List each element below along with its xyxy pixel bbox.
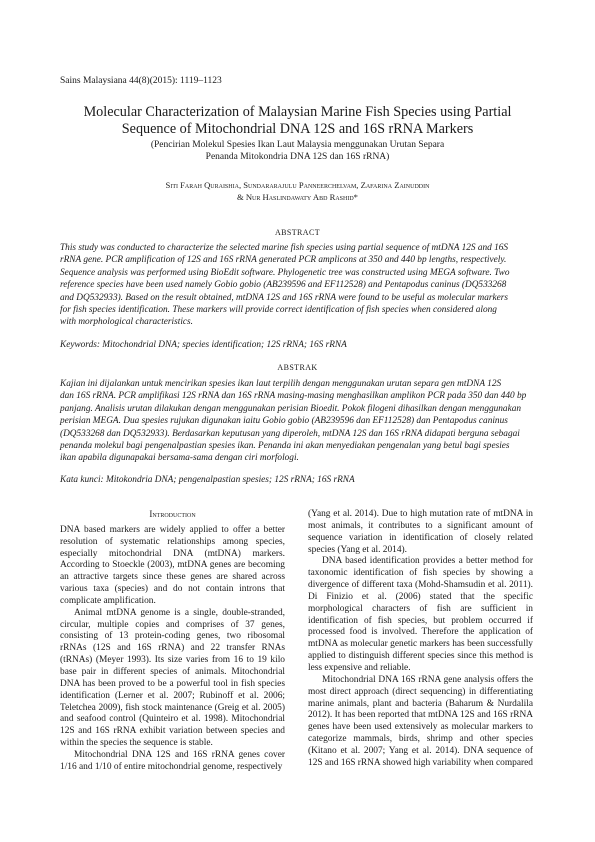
body-column-left [60, 509, 285, 774]
title-line: Molecular Characterization of Malaysian Marine Fish Species using Partial [83, 104, 512, 120]
author-line: Siti Farah Quraishia, Sundararajulu Panneerchelvam, Zafarina Zainuddin [165, 180, 430, 190]
abstract-line: Sequence analysis was performed using BioEdit software. Phylogenetic tree was constructed using MEGA software. Two [60, 267, 510, 278]
abstrak-line: ikan apabila digunapakai bersama-sama dengan ciri morfologi. [60, 453, 299, 464]
body-paragraph: Mitochondrial DNA 16S rRNA gene analysis offers the most direct approach (direct sequencing) in differentiating marine animals, plant and bacteria (Baharum & Nurdalila 2012). It has been reported that mtDNA 12S and 16S rRNA genes have been used extensively as molecular markers to categorize mammals, birds, shrimp and other species (Kitano et al. 2007; Yang et al. 2014). DNA sequence of 12S and 16S rRNA showed high variability when compared [308, 674, 533, 768]
body-column-right [308, 509, 533, 770]
abstract-line: with morphological characteristics. [60, 317, 193, 328]
abstract-line: rRNA gene. PCR amplification of 12S and 16S rRNA generated PCR amplicons at 350 and 440 bp lengths, respectively. [60, 255, 507, 266]
abstract-heading: ABSTRACT [275, 228, 320, 237]
author-list [60, 179, 535, 203]
subtitle-line: Penanda Mitokondria DNA 12S dan 16S rRNA) [205, 151, 390, 162]
paper-subtitle [60, 140, 535, 163]
author-line: & Nur Haslindawaty Abd Rashid* [237, 192, 358, 202]
abstract-line: for fish species identification. These markers will provide correct identification of fish species when considered along [60, 305, 497, 316]
abstrak-heading: ABSTRAK [277, 363, 318, 372]
body-paragraph: Mitochondrial DNA 12S and 16S rRNA genes cover 1/16 and 1/10 of entire mitochondrial genome, respectively [60, 749, 285, 772]
abstrak-line: penanda molekul bagi pengenalpastian spesies ikan. Penanda ini akan menyediakan pengenalan yang betul bagi spesies [60, 441, 510, 452]
abstract-english [60, 242, 535, 329]
body-paragraph: DNA based markers are widely applied to offer a better resolution of systematic relationships among species, especially mitochondrial DNA (mtDNA) markers. According to Stoeckle (2003), mtDNA genes are becoming an attractive targets since these genes are shared across various taxa (species) and do not contain introns that complicate amplification. [60, 524, 285, 606]
paper-title [60, 104, 535, 138]
abstrak-line: perisian MEGA. Dua spesies rujukan digunakan iaitu Gobio gobio (AB239596 dan EF112528) dan Pentapodus caninus [60, 416, 508, 427]
abstract-line: This study was conducted to characterize the selected marine fish species using partial sequence of mtDNA 12S and 16S [60, 243, 509, 253]
section-heading-introduction: Introduction [149, 509, 196, 519]
subtitle-line: (Pencirian Molekul Spesies Ikan Laut Malaysia menggunakan Urutan Separa [150, 140, 445, 150]
keywords: Keywords: Mitochondrial DNA; species identification; 12S rRNA; 16S rRNA [60, 340, 347, 350]
abstrak-line: Kajian ini dijalankan untuk mencirikan spesies ikan laut terpilih dengan menggunakan urutan separa gen mtDNA 12S [60, 379, 502, 389]
journal-citation: Sains Malaysiana 44(8)(2015): 1119–1123 [60, 76, 222, 86]
abstract-line: and DQ532933). Based on the result obtained, mtDNA 12S and 16S rRNA were found to be useful as molecular markers [60, 292, 509, 303]
kata-kunci: Kata kunci: Mitokondria DNA; pengenalpastian spesies; 12S rRNA; 16S rRNA [60, 475, 355, 485]
abstrak-line: dan 16S rRNA. PCR amplifikasi 12S rRNA dan 16S rRNA masing-masing menghasilkan amplikon PCR pada 350 dan 440 bp [60, 391, 527, 402]
abstrak-line: panjang. Analisis urutan dilakukan dengan menggunakan perisian Bioedit. Pokok filogeni dihasilkan dengan menggunakan [60, 403, 521, 414]
abstract-malay [60, 378, 535, 465]
abstract-line: reference species have been used namely Gobio gobio (AB239596 and EF112528) and Pentapodus caninus (DQ533268 [60, 280, 507, 291]
body-paragraph: DNA based identification provides a better method for taxonomic identification of fish species by showing a divergence of different taxa (Mohd-Shamsudin et al. 2011). Di Finizio et al. (2006) stated that the specific morphological characters of fish are sufficient in identification of fish species, but problem occurred if processed food is involved. Therefore the application of mtDNA as molecular genetic markers has been successfully applied to distinguish different species since this method is less expensive and reliable. [308, 556, 533, 673]
body-paragraph: Animal mtDNA genome is a single, double-stranded, circular, multiple copies and comprises of 37 genes, consisting of 13 protein-coding genes, two ribosomal rRNAs (12S and 16S rRNA) and 22 transfer RNAs (tRNAs) (Meyer 1993). Its size varies from 16 to 19 kilo base pair in different species of animals. Mitochondrial DNA has been proved to be a powerful tool in fish species identification (Lerner et al. 2007; Rubinoff et al. 2006; Teletchea 2009), fish stock maintenance (Greig et al. 2005) and seafood control (Quinteiro et al. 1998). Mitochondrial 12S and 16S rRNA exhibit variation between species and within the species the sequence is stable. [60, 607, 285, 749]
abstrak-line: (DQ533268 dan DQ532933). Berdasarkan keputusan yang diperoleh, mtDNA 12S dan 16S rRNA didapati berguna sebagai [60, 428, 520, 439]
title-line: Sequence of Mitochondrial DNA 12S and 16S rRNA Markers [121, 121, 474, 137]
body-paragraph: (Yang et al. 2014). Due to high mutation rate of mtDNA in most animals, it contributes to a significant amount of sequence variation in identification of closely related species (Yang et al. 2014). [308, 509, 533, 555]
